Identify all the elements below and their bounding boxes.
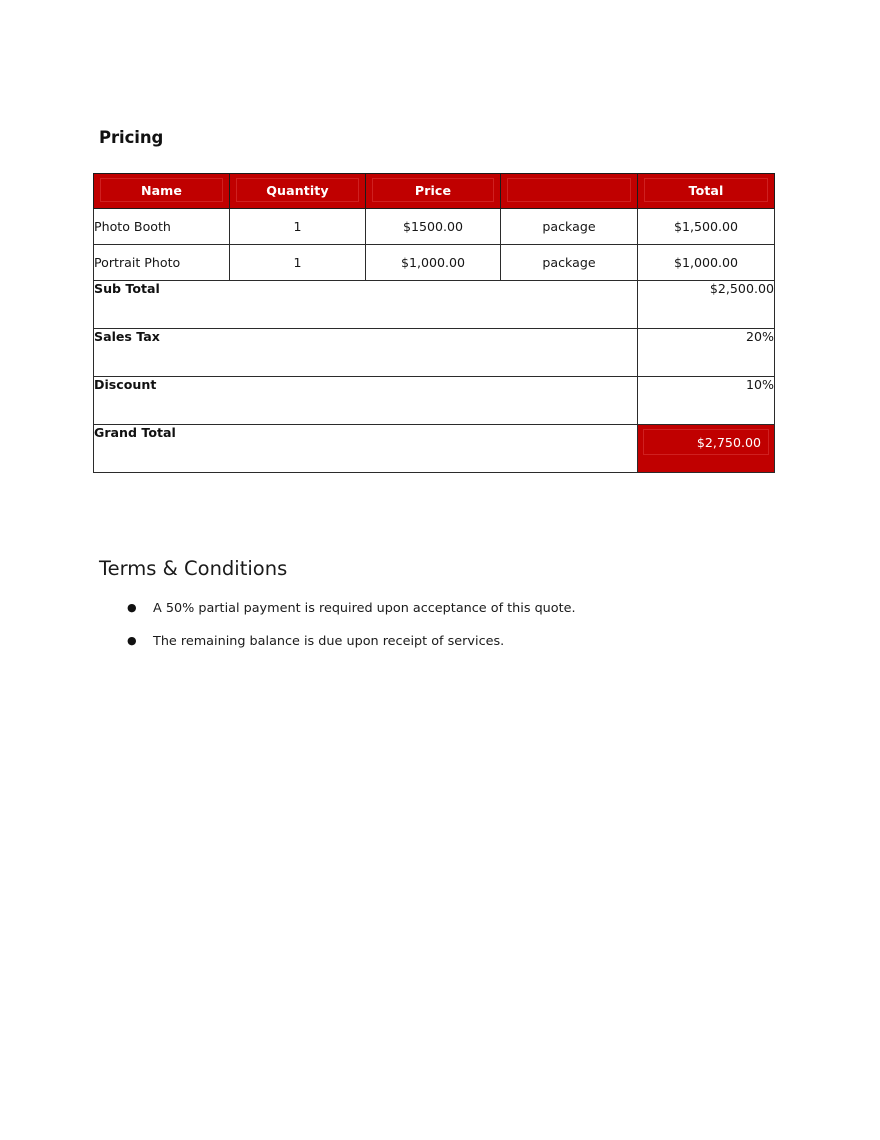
summary-row-grand-total xyxy=(94,425,775,473)
summary-row-discount xyxy=(94,377,775,425)
column-header-name xyxy=(94,174,230,209)
column-header-name-label: Name xyxy=(100,178,223,202)
list-item-text: The remaining balance is due upon receipt of services. xyxy=(153,634,505,650)
bullet-icon: ● xyxy=(127,601,137,614)
pricing-heading: Pricing xyxy=(99,128,164,147)
list-item xyxy=(99,600,739,617)
column-header-price-label: Price xyxy=(372,178,494,202)
summary-label: Sales Tax xyxy=(94,329,638,377)
item-name: Portrait Photo xyxy=(94,245,230,281)
table-row xyxy=(94,209,775,245)
item-name: Photo Booth xyxy=(94,209,230,245)
column-header-total xyxy=(638,174,775,209)
summary-row-sales-tax xyxy=(94,329,775,377)
list-item-text: A 50% partial payment is required upon acceptance of this quote. xyxy=(153,601,576,616)
summary-label: Sub Total xyxy=(94,281,638,329)
summary-label: Grand Total xyxy=(94,425,638,473)
column-header-price xyxy=(366,174,501,209)
bullet-icon: ● xyxy=(127,634,137,648)
summary-value: $2,500.00 xyxy=(638,281,775,329)
item-price: $1500.00 xyxy=(366,209,501,245)
list-item xyxy=(99,633,739,650)
column-header-quantity-label: Quantity xyxy=(236,178,359,202)
terms-heading: Terms & Conditions xyxy=(99,557,288,580)
item-unit: package xyxy=(501,245,638,281)
column-header-unit xyxy=(501,174,638,209)
item-quantity: 1 xyxy=(230,245,366,281)
item-price: $1,000.00 xyxy=(366,245,501,281)
summary-value: 20% xyxy=(638,329,775,377)
column-header-unit-label xyxy=(507,178,631,202)
column-header-total-label: Total xyxy=(644,178,768,202)
terms-list xyxy=(99,600,739,667)
summary-value: $2,750.00 xyxy=(643,429,769,455)
summary-label: Discount xyxy=(94,377,638,425)
item-quantity: 1 xyxy=(230,209,366,245)
item-unit: package xyxy=(501,209,638,245)
pricing-table xyxy=(93,173,775,473)
table-row xyxy=(94,245,775,281)
summary-value: 10% xyxy=(638,377,775,425)
column-header-quantity xyxy=(230,174,366,209)
item-total: $1,500.00 xyxy=(638,209,775,245)
summary-row-sub-total xyxy=(94,281,775,329)
grand-total-cell xyxy=(638,425,775,473)
pricing-table-header-row xyxy=(94,174,775,209)
item-total: $1,000.00 xyxy=(638,245,775,281)
